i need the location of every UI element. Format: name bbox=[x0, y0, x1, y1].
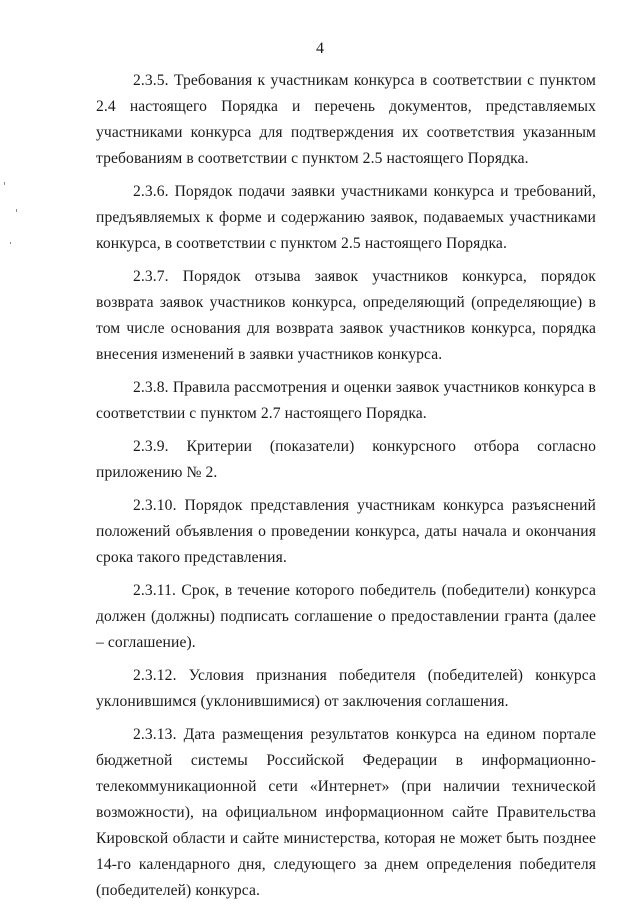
paragraph-2-3-9: 2.3.9. Критерии (показатели) конкурсного отбора согласно приложению № 2. bbox=[96, 438, 596, 481]
paragraph-2-3-7: 2.3.7. Порядок отзыва заявок участников конкурса, порядок возврата заявок участников конкурса, определяющий (определяющие) в том числе основания для возврата заявок участников конкурса, порядка внесения изменений в заявки участников конкурса. bbox=[96, 268, 596, 363]
paragraph-2-3-5: 2.3.5. Требования к участникам конкурса в соответствии с пунктом 2.4 настоящего Порядка и перечень документов, представляемых участниками конкурса для подтверждения их соответствия указанным требованиям в соответствии с пунктом 2.5 настоящего Порядка. bbox=[96, 72, 596, 167]
paragraph-2-3-13: 2.3.13. Дата размещения результатов конкурса на едином портале бюджетной системы Российской Федерации в информационно-телекоммуникационной сети «Интернет» (при наличии технической возможности), на официальном информационном сайте Правительства Кировской области и сайте министерства, которая не может быть позднее 14-го календарного дня, следующего за днем определения победителя (победителей) конкурса. bbox=[96, 726, 596, 899]
paragraph-2-3-12: 2.3.12. Условия признания победителя (победителей) конкурса уклонившимся (уклонившимися) от заключения соглашения. bbox=[96, 667, 596, 710]
paragraph-2-3-10: 2.3.10. Порядок представления участникам конкурса разъяснений положений объявления о проведении конкурса, даты начала и окончания срока такого представления. bbox=[96, 497, 596, 566]
document-body bbox=[96, 68, 596, 911]
paragraph-2-3-11: 2.3.11. Срок, в течение которого победитель (победители) конкурса должен (должны) подписать соглашение о предоставлении гранта (далее – соглашение). bbox=[96, 582, 596, 651]
page-number: 4 bbox=[316, 40, 324, 57]
paragraph-2-3-6: 2.3.6. Порядок подачи заявки участниками конкурса и требований, предъявляемых к форме и содержанию заявок, подаваемых участниками конкурса, в соответствии с пунктом 2.5 настоящего Порядка. bbox=[96, 183, 596, 252]
margin-scan-mark bbox=[10, 242, 11, 244]
margin-scan-mark bbox=[16, 209, 17, 212]
paragraph-2-3-8: 2.3.8. Правила рассмотрения и оценки заявок участников конкурса в соответствии с пунктом 2.7 настоящего Порядка. bbox=[96, 379, 596, 422]
margin-scan-mark bbox=[4, 182, 5, 185]
